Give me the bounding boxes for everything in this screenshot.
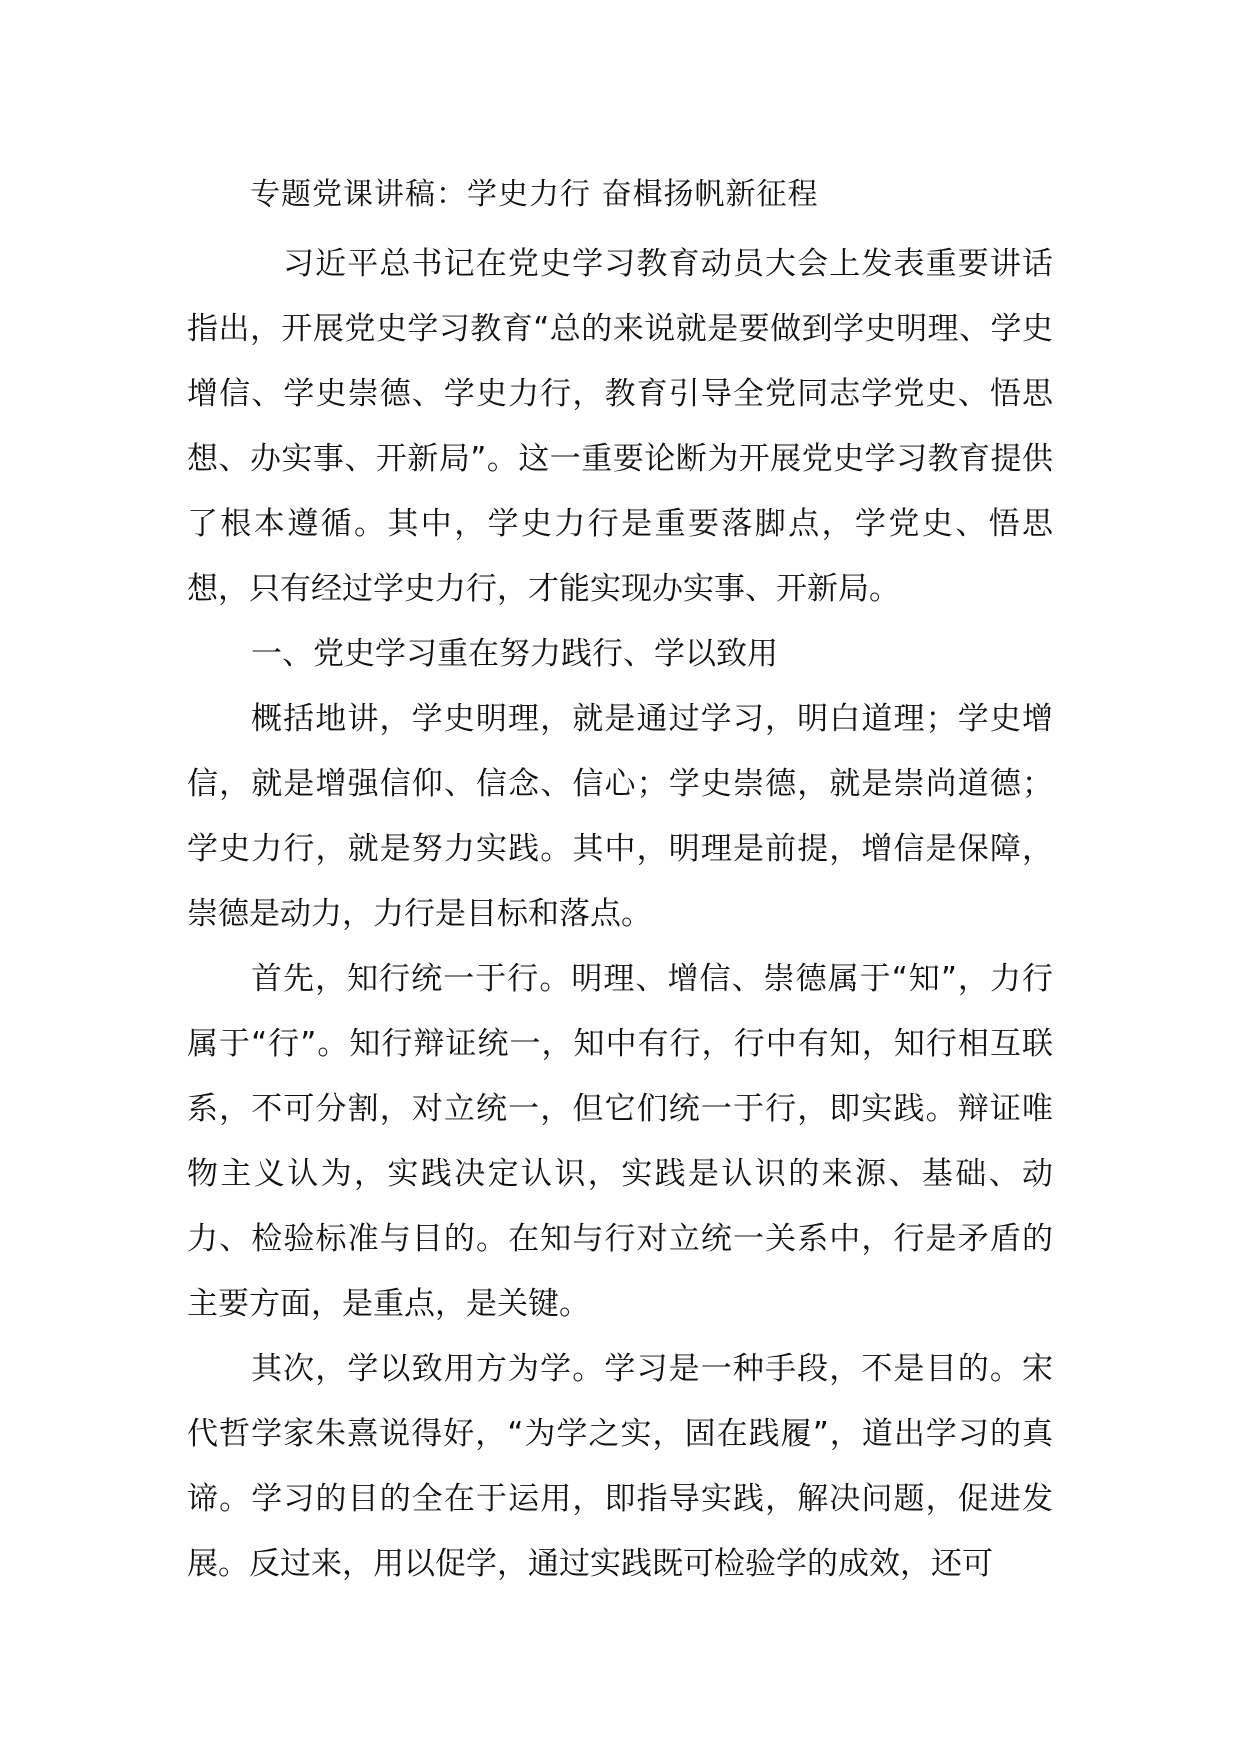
section-heading: 一、党史学习重在努力践行、学以致用 <box>251 636 778 672</box>
paragraph-second-point: 其次，学以致用方为学。学习是一种手段，不是目的。宋代哲学家朱熹说得好，“为学之实，固在践履”，道出学习的真谛。学习的目的全在于运用，即指导实践，解决问题，促进发展。反过来，用以促学，通过实践既可检验学的成效，还可 <box>187 1351 1053 1582</box>
paragraph-intro: 习近平总书记在党史学习教育动员大会上发表重要讲话指出，开展党史学习教育“总的来说就是要做到学史明理、学史增信、学史崇德、学史力行，教育引导全党同志学党史、悟思想、办实事、开新局”。这一重要论断为开展党史学习教育提供了根本遵循。其中，学史力行是重要落脚点，学党史、悟思想，只有经过学史力行，才能实现办实事、开新局。 <box>187 246 1053 607</box>
paragraph-first-point: 首先，知行统一于行。明理、增信、崇德属于“知”，力行属于“行”。知行辩证统一，知中有行，行中有知，知行相互联系，不可分割，对立统一，但它们统一于行，即实践。辩证唯物主义认为，实践决定认识，实践是认识的来源、基础、动力、检验标准与目的。在知与行对立统一关系中，行是矛盾的主要方面，是重点，是关键。 <box>187 961 1053 1322</box>
paragraph-summary: 概括地讲，学史明理，就是通过学习，明白道理；学史增信，就是增强信仰、信念、信心；学史崇德，就是崇尚道德；学史力行，就是努力实践。其中，明理是前提，增信是保障，崇德是动力，力行是目标和落点。 <box>187 701 1053 932</box>
document-title: 专题党课讲稿：学史力行 奋楫扬帆新征程 <box>250 177 819 212</box>
document-body <box>187 232 1053 1597</box>
